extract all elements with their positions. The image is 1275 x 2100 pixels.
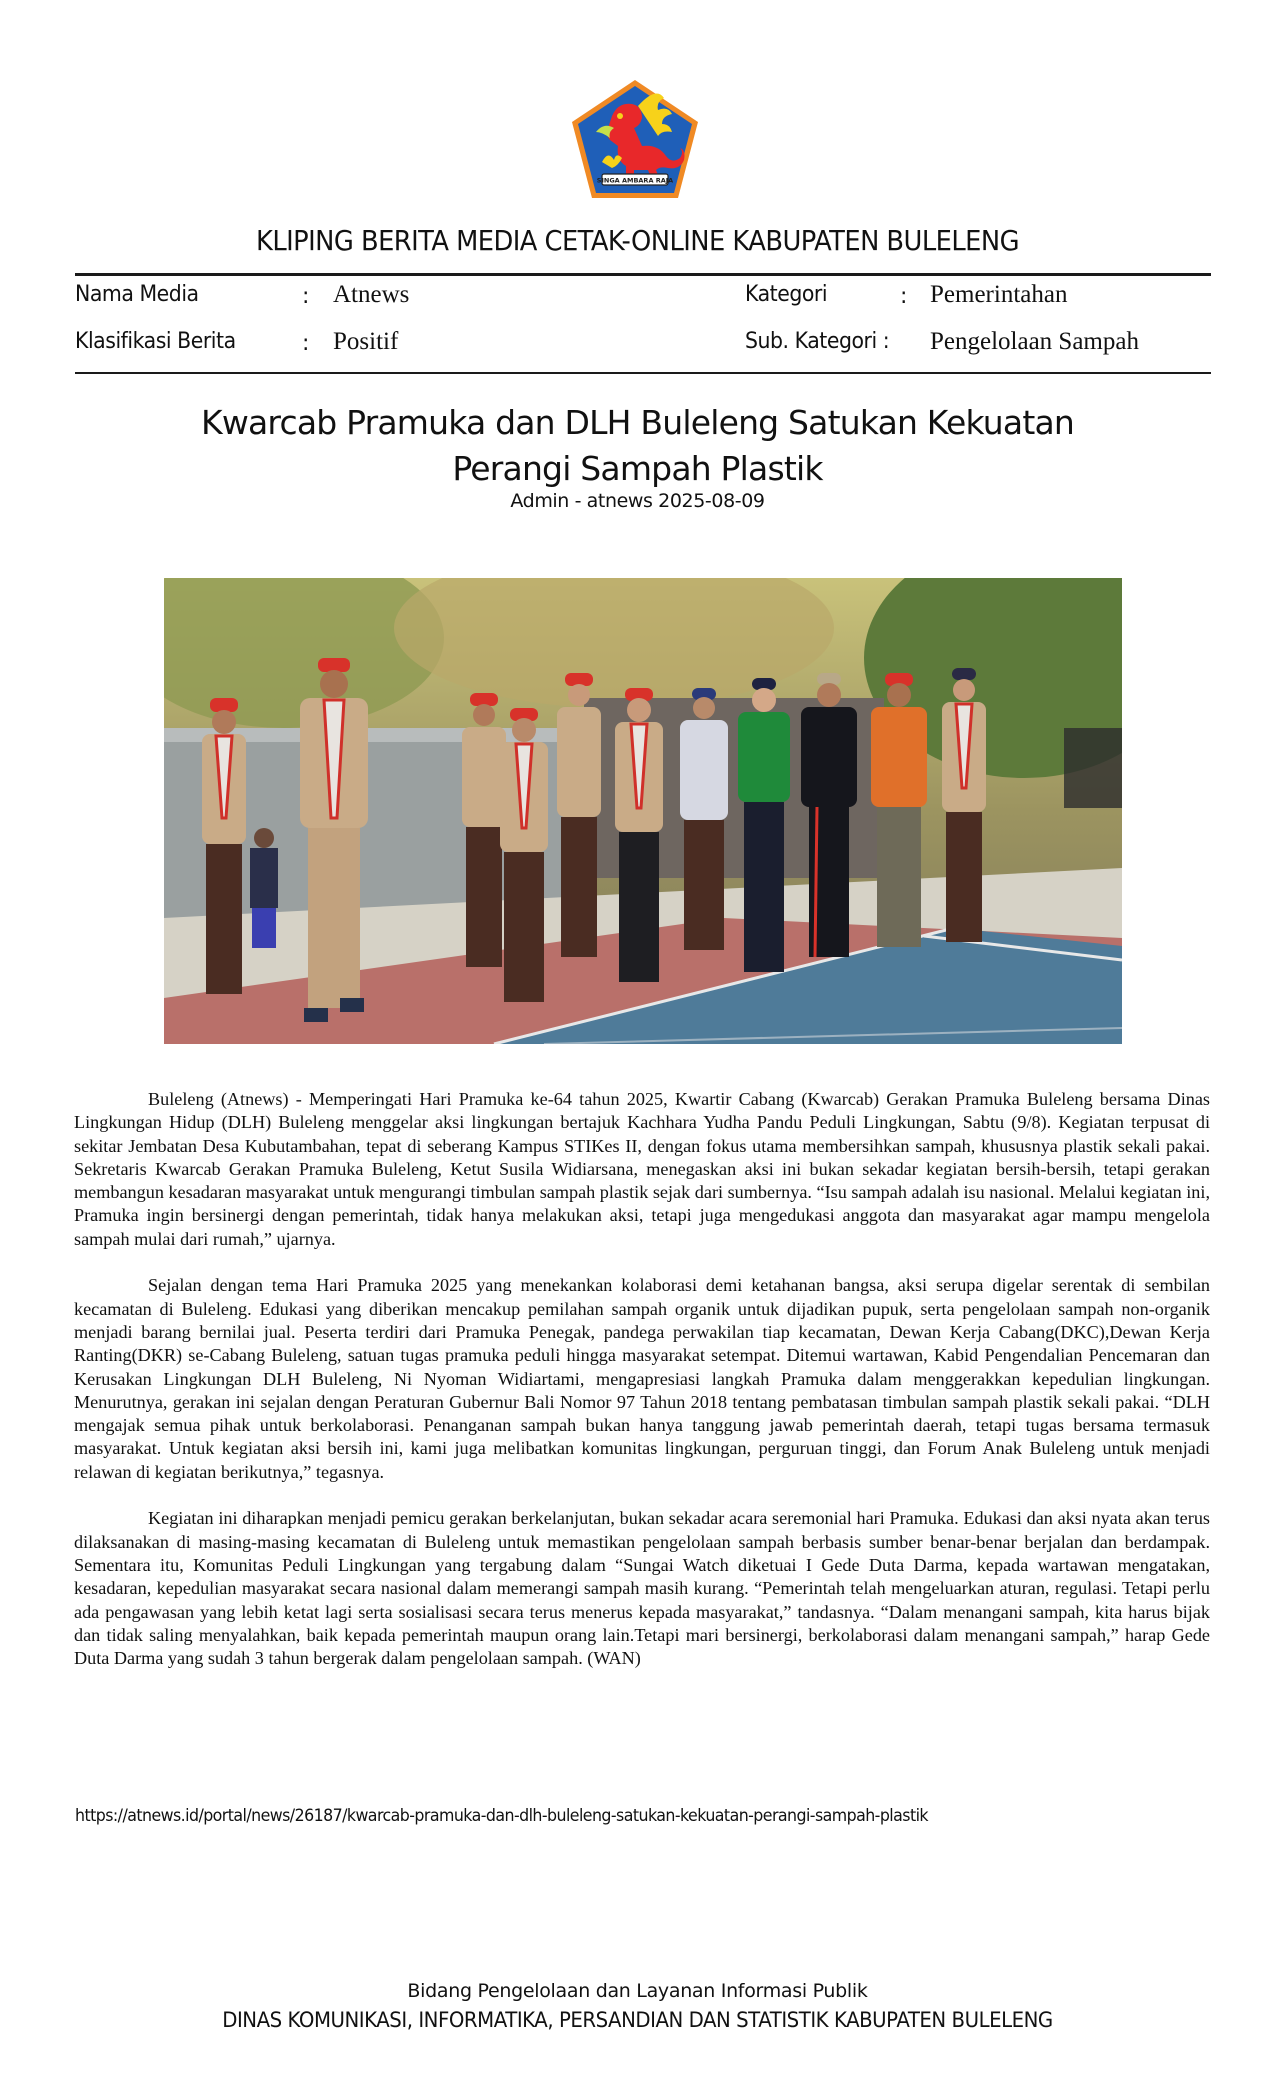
article-byline: Admin - atnews 2025-08-09 — [510, 490, 765, 512]
meta-value-category: Pemerintahan — [930, 281, 1068, 308]
meta-label-category: Kategori — [745, 282, 828, 307]
meta-colon: : — [302, 331, 310, 356]
meta-value-subcategory: Pengelolaan Sampah — [930, 328, 1139, 355]
meta-value-classification: Positif — [333, 328, 399, 355]
article-body — [74, 1088, 1210, 1694]
buleleng-emblem-icon — [568, 76, 702, 202]
article-title-line2: Perangi Sampah Plastik — [452, 449, 823, 488]
article-title-line1: Kwarcab Pramuka dan DLH Buleleng Satukan Kekuatan — [200, 403, 1075, 442]
article-paragraph-3: Kegiatan ini diharapkan menjadi pemicu gerakan berkelanjutan, bukan sekadar acara seremonial hari Pramuka. Edukasi dan aksi nyata akan terus dilaksanakan di masing-masing kecamatan di Buleleng untuk memastikan pengelolaan sampah berbasis sumber benar-benar berjalan dan berdampak. Sementara itu, Komunitas Peduli Lingkungan yang tergabung dalam “Sungai Watch diketuai I Gede Duta Darma, kepada wartawan mengatakan, kesadaran, kepedulian masyarakat secara nasional dalam memerangi sampah masih kurang. “Pemerintah telah mengeluarkan aturan, regulasi. Tetapi perlu ada pengawasan yang lebih ketat lagi serta sosialisasi secara terus menerus kepada masyarakat,” tandasnya. “Dalam menangani sampah, kita harus bijak dan tidak saling menyalahkan, baik kepada pemerintah maupun orang lain.Tetapi mari bersinergi, berkolaborasi dalam menangani sampah,” harap Gede Duta Darma yang sudah 3 tahun bergerak dalam pengelolaan sampah. (WAN) — [74, 1508, 1210, 1669]
meta-colon: : — [900, 284, 908, 309]
meta-label-classification: Klasifikasi Berita — [75, 329, 236, 354]
article-title — [0, 400, 1275, 492]
meta-label-subcategory: Sub. Kategori : — [745, 329, 890, 354]
article-paragraph-1: Buleleng (Atnews) - Memperingati Hari Pramuka ke-64 tahun 2025, Kwartir Cabang (Kwarcab) Gerakan Pramuka Buleleng bersama Dinas Lingkungan Hidup (DLH) Buleleng menggelar aksi lingkungan bertajuk Kachhara Yudha Pandu Peduli Lingkungan, Sabtu (9/8). Kegiatan terpusat di sekitar Jembatan Desa Kubutambahan, tepat di seberang Kampus STIKes II, dengan fokus utama membersihkan sampah, khususnya plastik sekali pakai. Sekretaris Kwarcab Gerakan Pramuka Buleleng, Ketut Susila Widiarsana, menegaskan aksi ini bukan sekadar kegiatan bersih-bersih, tetapi gerakan membangun kesadaran masyarakat untuk mengurangi timbulan sampah plastik sejak dari sumbernya. “Isu sampah adalah isu nasional. Melalui kegiatan ini, Pramuka ingin bersinergi dengan pemerintah, tidak hanya melakukan aksi, tetapi juga mengedukasi anggota dan masyarakat agar mampu mengelola sampah mulai dari rumah,” ujarnya. — [74, 1089, 1210, 1249]
source-url-link[interactable]: https://atnews.id/portal/news/26187/kwarcab-pramuka-dan-dlh-buleleng-satukan-kekuatan-perangi-sampah-plastik — [75, 1806, 929, 1826]
meta-value-media: Atnews — [333, 281, 410, 308]
header-divider-top — [75, 273, 1211, 276]
emblem-motto: SINGA AMBARA RAJA — [596, 176, 674, 185]
header-divider-bottom — [75, 372, 1211, 374]
scouts-group-photo — [164, 578, 1122, 1044]
footer-agency: DINAS KOMUNIKASI, INFORMATIKA, PERSANDIAN DAN STATISTIK KABUPATEN BULELENG — [222, 2008, 1053, 2032]
article-photo — [164, 578, 1122, 1044]
document-title: KLIPING BERITA MEDIA CETAK-ONLINE KABUPATEN BULELENG — [255, 224, 1020, 257]
meta-label-media: Nama Media — [75, 282, 199, 307]
meta-colon: : — [302, 284, 310, 309]
buleleng-emblem-logo — [568, 76, 702, 202]
article-paragraph-2: Sejalan dengan tema Hari Pramuka 2025 yang menekankan kolaborasi demi ketahanan bangsa, aksi serupa digelar serentak di sembilan kecamatan di Buleleng. Edukasi yang diberikan mencakup pemilahan sampah organik untuk dijadikan pupuk, serta pengelolaan sampah non-organik menjadi barang bernilai jual. Peserta terdiri dari Pramuka Penegak, pandega perwakilan tiap kecamatan, Dewan Kerja Cabang(DKC),Dewan Kerja Ranting(DKR) se-Cabang Buleleng, satuan tugas pramuka peduli hingga masyarakat setempat. Ditemui wartawan, Kabid Pengendalian Pencemaran dan Kerusakan Lingkungan DLH Buleleng, Ni Nyoman Widiartami, mengapresiasi langkah Pramuka dalam menggerakkan kepedulian lingkungan. Menurutnya, gerakan ini sejalan dengan Peraturan Gubernur Bali Nomor 97 Tahun 2018 tentang pembatasan timbulan sampah plastik sekali pakai. “DLH mengajak semua pihak untuk berkolaborasi. Penanganan sampah bukan hanya tanggung jawab pemerintah daerah, tetapi tugas bersama termasuk masyarakat. Untuk kegiatan aksi bersih ini, kami juga melibatkan komunitas lingkungan, perguruan tinggi, dan Forum Anak Buleleng untuk menjadi relawan di kegiatan berikutnya,” tegasnya. — [74, 1275, 1210, 1482]
footer-division: Bidang Pengelolaan dan Layanan Informasi Publik — [407, 1980, 868, 2002]
